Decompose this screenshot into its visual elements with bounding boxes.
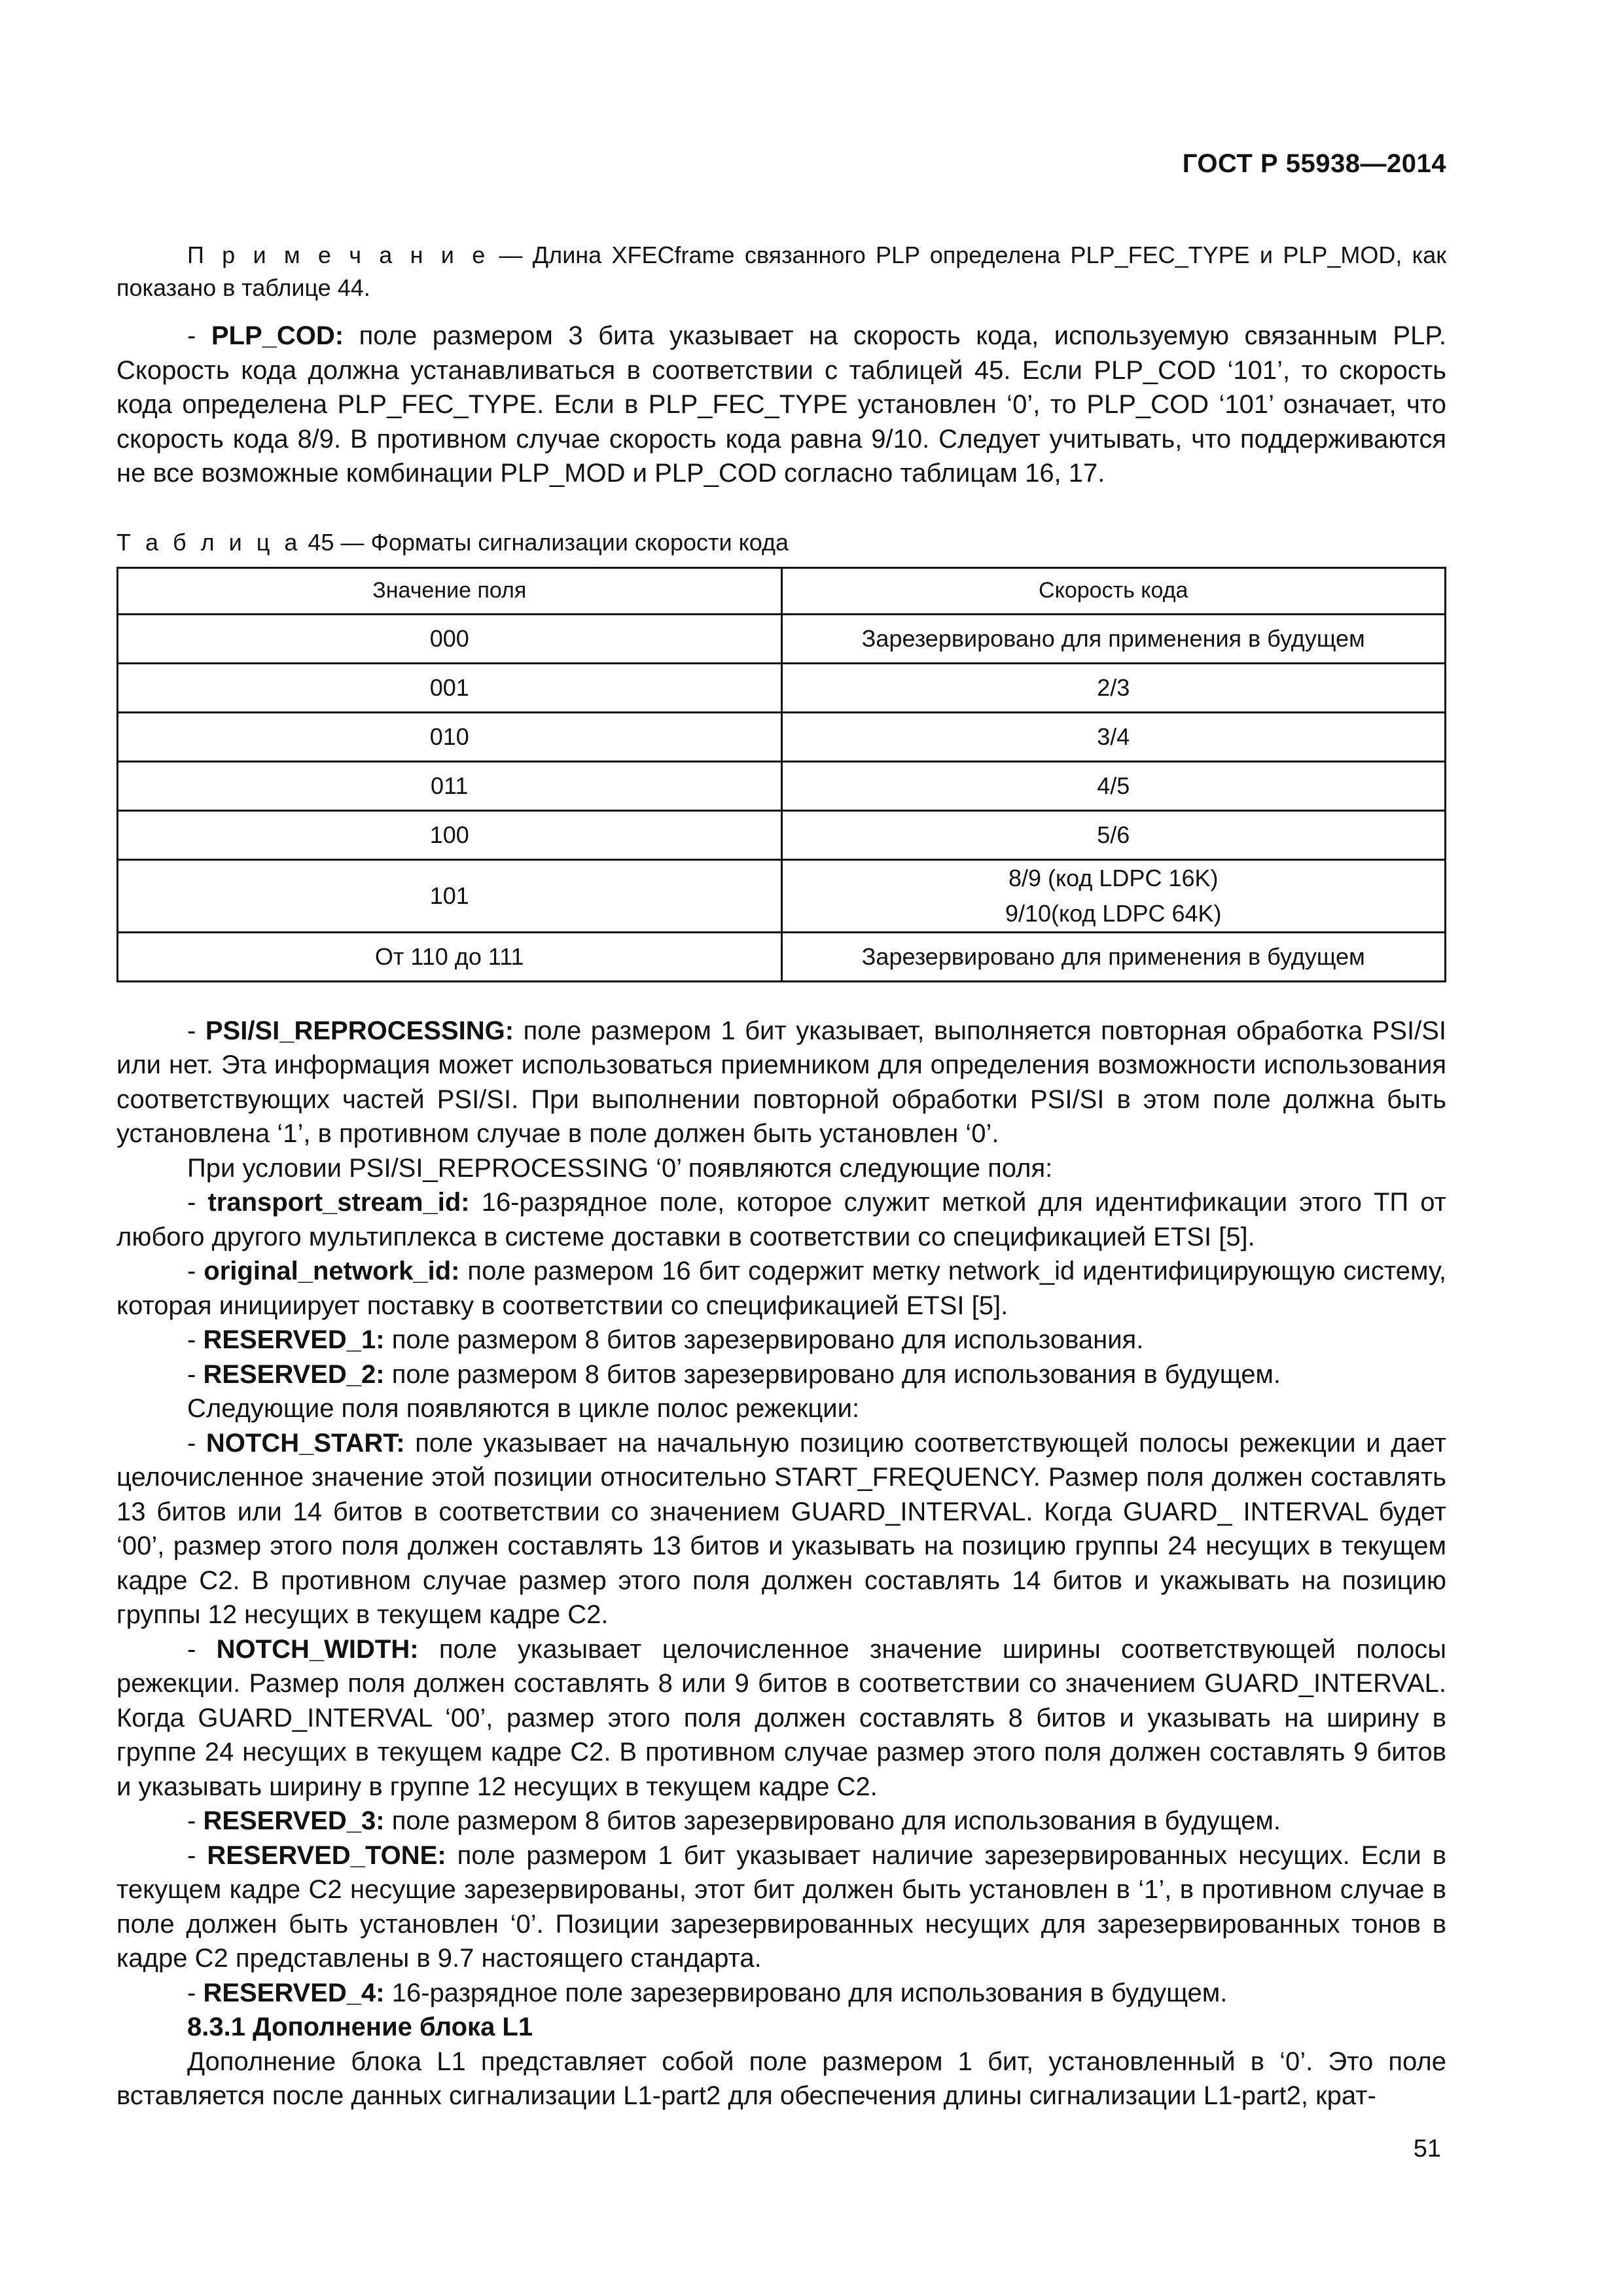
list-dash: - (187, 1634, 217, 1664)
field-description: поле размером 1 бит указывает, выполняется повторная обработка PSI/SI или нет. Эта информация может использоваться приемником для определения возможности использования соответствующих частей PSI/SI. При выполнении повторной обработки PSI/SI в этом поле должна быть установлена ‘1’, в противном случае в поле должен быть установлен ‘0’. (116, 1016, 1446, 1148)
field-description: поле размером 3 бита указывает на скорость кода, используемую связанным PLP. Скорость кода должна устанавливаться в соответствии с таблицей 45. Если PLP_COD ‘101’, то скорость кода определена PLP_FEC_TYPE. Если в PLP_FEC_TYPE установлен ‘0’, то PLP_COD ‘101’ означает, что скорость кода 8/9. В противном случае скорость кода равна 9/10. Следует учитывать, что поддерживаются не все возможные комбинации PLP_MOD и PLP_COD согласно таблицам 16, 17. (116, 321, 1446, 488)
field-description: поле указывает целочисленное значение ширины соответствующей полосы режекции. Размер поля должен составлять 8 или 9 битов в соответствии со значением GUARD_INTERVAL. Когда GUARD_INTERVAL ‘00’, размер этого поля должен составлять 8 битов и указывать на ширину в группе 24 несущих в текущем кадре С2. В противном случае размер этого поля должен составлять 9 битов и указывать ширину в группе 12 несущих в текущем кадре С2. (116, 1634, 1447, 1801)
subsection-heading: 8.3.1 Дополнение блока L1 (187, 2013, 533, 2041)
field-paragraph (116, 1976, 1446, 2011)
body-paragraph (116, 1391, 1446, 1426)
table-cell-field-value: От 110 до 111 (118, 932, 782, 981)
list-dash: - (187, 1359, 204, 1389)
page-content (116, 239, 1446, 2113)
table-row (118, 932, 1446, 981)
document-header: ГОСТ Р 55938—2014 (1182, 149, 1446, 178)
field-paragraph (116, 1632, 1446, 1804)
list-dash: - (187, 321, 211, 350)
field-description: поле размером 8 битов зарезервировано для использования в будущем. (384, 1806, 1281, 1835)
field-term: RESERVED_1: (203, 1325, 385, 1354)
table-cell-code-rate: 3/4 (781, 712, 1446, 761)
list-dash: - (187, 1978, 204, 2007)
field-paragraph (116, 1254, 1446, 1323)
list-dash: - (187, 1188, 208, 1217)
field-paragraph (116, 1323, 1446, 1357)
list-dash: - (187, 1016, 205, 1045)
table-row (118, 810, 1446, 859)
column-header-field-value: Значение поля (118, 567, 782, 614)
field-term: PSI/SI_REPROCESSING: (205, 1016, 514, 1045)
table-cell-field-value: 000 (118, 614, 782, 663)
table-cell-code-rate: 4/5 (781, 761, 1446, 810)
body-text: При условии PSI/SI_REPROCESSING ‘0’ появляются следующие поля: (187, 1153, 1053, 1183)
field-description: поле размером 16 бит содержит метку network_id идентифицирующую систему, которая инициирует поставку в соответствии со спецификацией ETSI [5]. (116, 1257, 1447, 1320)
table-caption-text: 45 — Форматы сигнализации скорости кода (301, 528, 789, 556)
field-term: original_network_id: (204, 1257, 460, 1285)
body-text: Следующие поля появляются в цикле полос режекции: (187, 1394, 860, 1423)
field-term: RESERVED_3: (203, 1806, 385, 1835)
plp-cod-paragraph (116, 319, 1446, 491)
list-dash: - (187, 1257, 204, 1285)
note-text: — Длина XFECframe связанного PLP определена PLP_FEC_TYPE и PLP_MOD, как показано в таблице 44. (116, 242, 1446, 301)
list-dash: - (187, 1428, 206, 1458)
field-term: RESERVED_4: (203, 1978, 385, 2007)
field-paragraph (116, 1357, 1446, 1392)
table-cell-code-rate (781, 859, 1446, 932)
code-rate-table (116, 567, 1446, 982)
table-cell-code-rate: Зарезервировано для применения в будущем (781, 932, 1446, 981)
table-cell-field-value: 101 (118, 859, 782, 932)
field-paragraph (116, 1804, 1446, 1839)
field-paragraph (116, 1839, 1446, 1976)
table-cell-field-value: 011 (118, 761, 782, 810)
field-description: 16-разрядное поле зарезервировано для использования в будущем. (384, 1978, 1228, 2007)
table-row (118, 761, 1446, 810)
field-description: поле указывает на начальную позицию соответствующей полосы режекции и дает целочисленное значение этой позиции относительно START_FREQUENCY. Размер поля должен составлять 13 битов или 14 битов в соответствии со значением GUARD_INTERVAL. Когда GUARD_ INTERVAL будет ‘00’, размер этого поля должен составлять 13 битов и указывать на позицию группы 24 несущих в текущем кадре С2. В противном случае размер этого поля должен составлять 14 битов и укажывать на позицию группы 12 несущих в текущем кадре С2. (116, 1428, 1446, 1629)
table-cell-code-rate: 5/6 (781, 810, 1446, 859)
table-cell-field-value: 100 (118, 810, 782, 859)
code-rate-line: 9/10(код LDPC 64K) (1005, 899, 1222, 927)
table-cell-code-rate: Зарезервировано для применения в будущем (781, 614, 1446, 663)
list-dash: - (187, 1325, 204, 1354)
page-number: 51 (1413, 2135, 1441, 2162)
field-term: PLP_COD: (211, 321, 344, 350)
field-term: NOTCH_WIDTH: (216, 1634, 419, 1664)
field-description: поле размером 8 битов зарезервировано для использования в будущем. (384, 1359, 1281, 1389)
table-caption-label: Т а б л и ц а (116, 528, 302, 556)
body-paragraph (116, 1151, 1446, 1186)
note-paragraph (116, 239, 1446, 304)
field-term: transport_stream_id: (207, 1188, 470, 1217)
field-term: NOTCH_START: (205, 1428, 405, 1458)
table-row (118, 663, 1446, 712)
field-term: RESERVED_TONE: (207, 1840, 446, 1870)
field-term: RESERVED_2: (203, 1359, 385, 1389)
field-paragraph (116, 1185, 1446, 1254)
table-cell-field-value: 010 (118, 712, 782, 761)
column-header-code-rate: Скорость кода (781, 567, 1446, 614)
table-cell-code-rate: 2/3 (781, 663, 1446, 712)
table-header-row (118, 567, 1446, 614)
field-paragraph (116, 1426, 1446, 1632)
field-paragraph (116, 1014, 1446, 1151)
table-row (118, 712, 1446, 761)
table-row (118, 614, 1446, 663)
field-description: 16-разрядное поле, которое служит меткой для идентификации этого ТП от любого другого мультиплекса в системе доставки в соответствии со спецификацией ETSI [5]. (116, 1188, 1446, 1251)
table-caption (116, 529, 1446, 556)
code-rate-line: 8/9 (код LDPC 16K) (1008, 864, 1219, 891)
field-description: поле размером 1 бит указывает наличие зарезервированных несущих. Если в текущем кадре С2 несущие зарезервированы, этот бит должен быть установлен в ‘1’, в противном случае в поле должен быть установлен ‘0’. Позиции зарезервированных несущих для зарезервированных тонов в кадре С2 представлены в 9.7 настоящего стандарта. (116, 1840, 1447, 1973)
table-cell-field-value: 001 (118, 663, 782, 712)
table-row (118, 859, 1446, 932)
note-label: П р и м е ч а н и е (187, 242, 490, 268)
list-dash: - (187, 1806, 204, 1835)
body-paragraph: Дополнение блока L1 представляет собой поле размером 1 бит, установленный в ‘0’. Это поле вставляется после данных сигнализации L1-part2 для обеспечения длины сигнализации L1-part2, крат- (116, 2047, 1446, 2110)
list-dash: - (187, 1840, 207, 1870)
field-description: поле размером 8 битов зарезервировано для использования. (384, 1325, 1144, 1354)
